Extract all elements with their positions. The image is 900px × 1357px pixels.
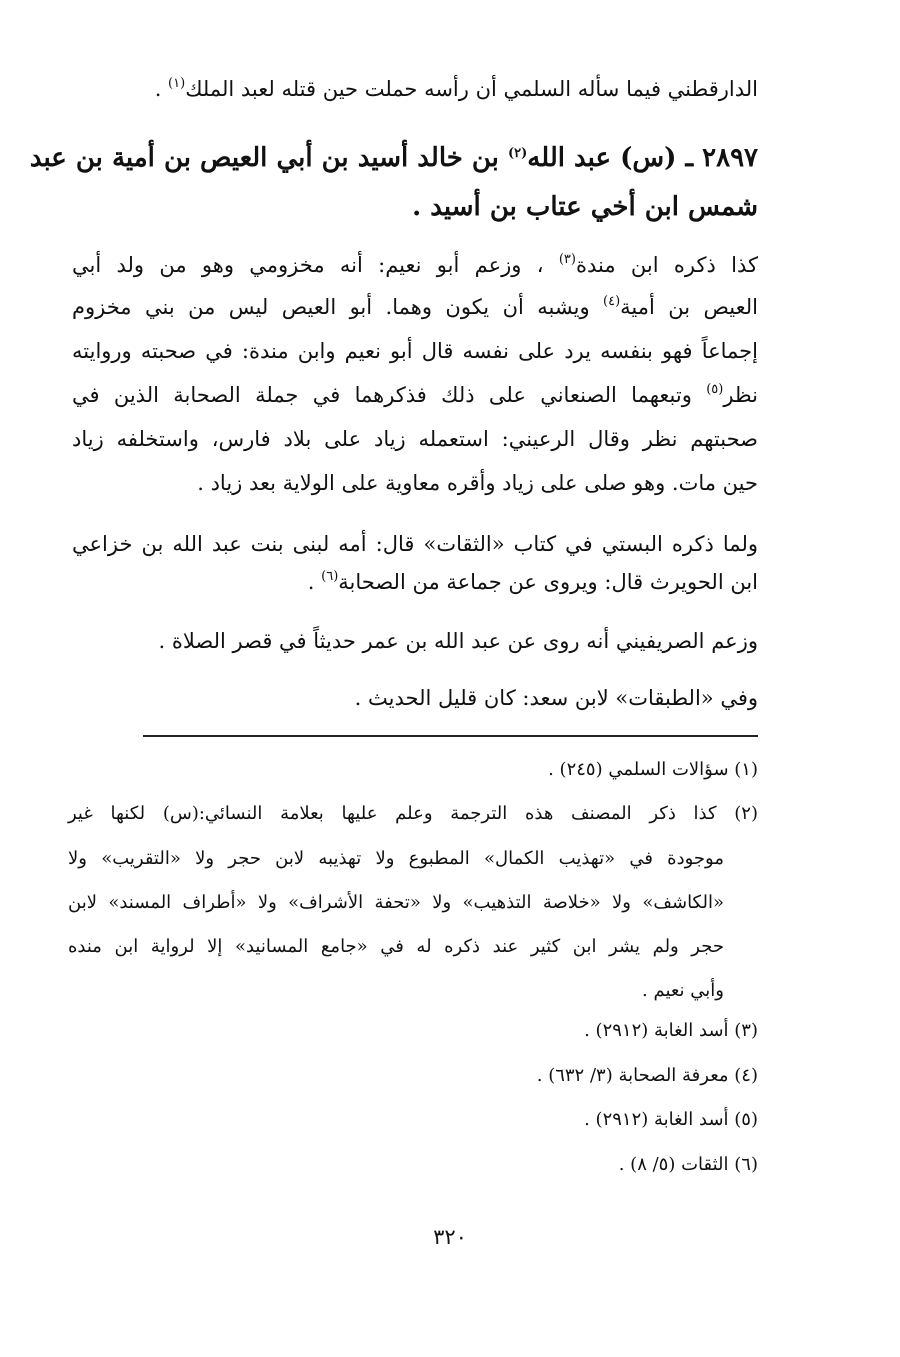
body-line-1 <box>72 74 758 104</box>
footnote-ref-6[interactable]: (٦) <box>321 569 339 584</box>
footnote-2-line-2: موجودة في «تهذيب الكمال» المطبوع ولا تهذيبه لابن حجر ولا «التقريب» ولا <box>68 848 724 869</box>
text-run: بن خالد أسيد بن أبي العيص بن أمية بن عبد <box>29 143 508 173</box>
footnote-ref-1[interactable]: (١) <box>168 76 186 91</box>
body-line-10: وزعم الصريفيني أنه روى عن عبد الله بن عمر حديثاً في قصر الصلاة . <box>158 629 758 653</box>
footnote-2-line-4: حجر ولم يشر ابن كثير عند ذكره له في «جامع المسانيد» إلا لرواية ابن منده <box>68 936 724 957</box>
text-run: ابن الحويرث قال: ويروى عن جماعة من الصحابة <box>338 570 758 594</box>
text-run: وتبعهما الصنعاني على ذلك فذكرهما في جملة الصحابة الذين في <box>72 383 707 407</box>
text-run: . <box>307 570 322 594</box>
entry-number-and-name: ٢٨٩٧ ـ (س) عبد الله <box>527 143 758 173</box>
text-run: العيص بن أمية <box>620 295 758 319</box>
text-run: الدارقطني فيما سأله السلمي أن رأسه حملت حين قتله لعبد الملك <box>185 77 758 101</box>
text-run: شمس ابن أخي عتاب بن أسيد . <box>412 192 758 222</box>
footnote-ref-2[interactable]: (٢) <box>507 146 528 161</box>
body-line-4: إجماعاً فهو بنفسه يرد على نفسه قال أبو نعيم وابن مندة: في صحبته وروايته <box>72 339 758 363</box>
body-line-5 <box>72 380 758 410</box>
text-run: ، وزعم أبو نعيم: أنه مخزومي وهو من ولد أبي <box>72 253 559 277</box>
body-line-11: وفي «الطبقات» لابن سعد: كان قليل الحديث . <box>354 686 758 710</box>
footnote-ref-3[interactable]: (٣) <box>558 252 576 267</box>
entry-heading-line-2 <box>72 189 758 225</box>
text-run: . <box>154 77 169 101</box>
body-line-7: حين مات. وهو صلى على زياد وأقره معاوية على الولاية بعد زياد . <box>197 471 758 495</box>
footnote-6: (٦) الثقات (٥/ ٨) . <box>618 1154 758 1175</box>
text-run: ويشبه أن يكون وهما. أبو العيص ليس من بني مخزوم <box>72 295 604 319</box>
footnote-separator <box>143 735 758 737</box>
footnote-3: (٣) أسد الغابة (٢٩١٢) . <box>584 1020 758 1041</box>
page-number: ٣٢٠ <box>433 1225 467 1249</box>
footnote-ref-5[interactable]: (٥) <box>706 382 724 397</box>
text-run: نظر <box>723 383 758 407</box>
body-line-8: ولما ذكره البستي في كتاب «الثقات» قال: أمه لبنى بنت عبد الله بن خزاعي <box>72 532 758 556</box>
body-line-3 <box>72 292 758 322</box>
body-line-2 <box>72 250 758 280</box>
footnote-2-line-1: (٢) كذا ذكر المصنف هذه الترجمة وعلم عليها بعلامة النسائي:(س) لكنها غير <box>68 803 758 824</box>
text-run: كذا ذكره ابن مندة <box>575 253 758 277</box>
footnote-1: (١) سؤالات السلمي (٢٤٥) . <box>548 759 758 780</box>
footnote-5: (٥) أسد الغابة (٢٩١٢) . <box>584 1109 758 1130</box>
entry-heading-line-1 <box>29 140 758 176</box>
footnote-4: (٤) معرفة الصحابة (٣/ ٦٣٢) . <box>536 1065 758 1086</box>
footnote-ref-4[interactable]: (٤) <box>603 294 621 309</box>
footnote-2-line-5: وأبي نعيم . <box>642 980 724 1001</box>
body-line-6: صحبتهم نظر وقال الرعيني: استعمله زياد على بلاد فارس، واستخلفه زياد <box>72 427 758 451</box>
body-line-9 <box>72 567 758 597</box>
footnote-2-line-3: «الكاشف» ولا «خلاصة التذهيب» ولا «تحفة الأشراف» ولا «أطراف المسند» لابن <box>68 892 724 913</box>
